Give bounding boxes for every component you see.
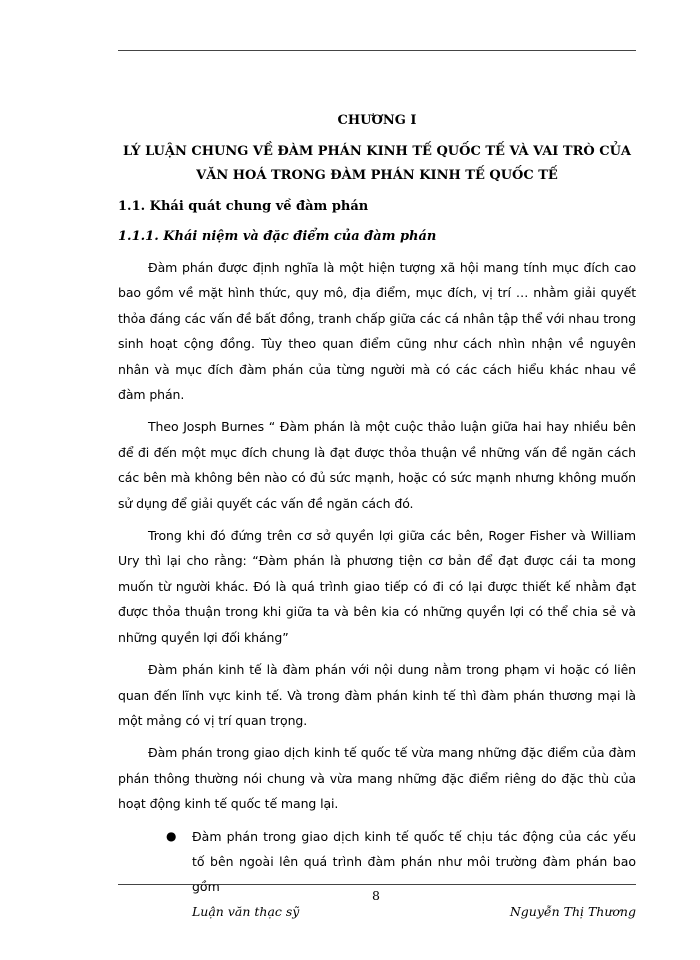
footer-author: Nguyễn Thị Thương	[509, 904, 636, 919]
chapter-heading: CHƯƠNG I	[337, 113, 417, 128]
list-item-text: Đàm phán trong giao dịch kinh tế quốc tế chịu tác động của các yếu tố bên ngoài lên quá trình đàm phán như môi trường đàm phán bao gồm	[192, 828, 636, 895]
subsection-heading: 1.1.1. Khái niệm và đặc điểm của đàm phán	[118, 229, 437, 244]
bullet-icon: ●	[166, 828, 177, 843]
chapter-title: LÝ LUẬN CHUNG VỀ ĐÀM PHÁN KINH TẾ QUỐC TẾ VÀ VAI TRÒ CỦA VĂN HOÁ TRONG ĐÀM PHÁN KINH TẾ QUỐC TẾ	[123, 144, 631, 183]
section-heading: 1.1. Khái quát chung về đàm phán	[118, 199, 369, 214]
footer-rule	[118, 884, 636, 885]
header-rule	[118, 50, 636, 51]
page-number: 8	[372, 888, 380, 903]
paragraph: Đàm phán được định nghĩa là một hiện tượng xã hội mang tính mục đích cao bao gồm về mặt hình thức, quy mô, địa điểm, mục đích, vị trí … nhằm giải quyết thỏa đáng các vấn đề bất đồng, tranh chấp giữa các cá nhân tập thể với nhau trong sinh hoạt cộng đồng. Tùy theo quan điểm cũng như cách nhìn nhận về nguyên nhân và mục đích đàm phán của từng người mà có các cách hiểu khác nhau về đàm phán.	[118, 260, 636, 403]
page-body	[118, 112, 636, 900]
paragraph: Đàm phán trong giao dịch kinh tế quốc tế vừa mang những đặc điểm của đàm phán thông thường nói chung và vừa mang những đặc điểm riêng do đặc thù của hoạt động kinh tế quốc tế mang lại.	[118, 745, 636, 812]
paragraph: Đàm phán kinh tế là đàm phán với nội dung nằm trong phạm vi hoặc có liên quan đến lĩnh vực kinh tế. Và trong đàm phán kinh tế thì đàm phán thương mại là một mảng có vị trí quan trọng.	[118, 662, 636, 728]
footer-thesis-label: Luận văn thạc sỹ	[192, 904, 300, 919]
paragraph: Trong khi đó đứng trên cơ sở quyền lợi giữa các bên, Roger Fisher và William Ury thì lại cho rằng: “Đàm phán là phương tiện cơ bản để đạt được cái ta mong muốn từ người khác. Đó là quá trình giao tiếp có đi có lại được thiết kế nhằm đạt được thỏa thuận trong khi giữa ta và bên kia có những quyền lợi có thể chia sẻ và những quyền lợi đối kháng”	[118, 528, 636, 645]
page-footer	[118, 888, 636, 928]
paragraph: Theo Josph Burnes “ Đàm phán là một cuộc thảo luận giữa hai hay nhiều bên để đi đến một mục đích chung là đạt được thỏa thuận về những vấn đề ngăn cách các bên mà không bên nào có đủ sức mạnh, hoặc có sức mạnh nhưng không muốn sử dụng để giải quyết các vấn đề ngăn cách đó.	[118, 419, 636, 511]
